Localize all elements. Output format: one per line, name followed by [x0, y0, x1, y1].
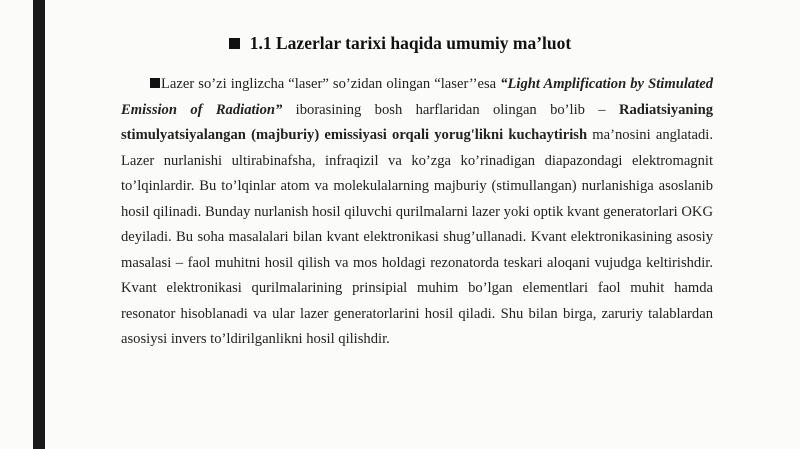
paragraph-emphasis-italic: “Light Amplification by Stimulated Emission of Radiation”: [121, 76, 713, 118]
paragraph-text-part1: Lazer so’zi inglizcha “laser” so’zidan olingan “laser’’esa: [161, 76, 501, 92]
paragraph-text-part3: ma’nosini anglatadi. Lazer nurlanishi ultirabinafsha, infraqizil va ko’zga ko’rinadigan diapazondagi elektromagnit to’lqinlardir. Bu to’lqinlar atom va molekulalarning majburiy (stimullangan) nurlanishiga asoslanib hosil qilinadi. Bunday nurlanish hosil qiluvchi qurilmalarni lazer yoki optik kvant generatorlari OKG deyiladi. Bu soha masalalari bilan kvant elektronikasi shug’ullanadi. Kvant elektronikasining asosiy masalasi – faol muhitni hosil qilish va mos holdagi rezonatorda teskari aloqani vujudga keltirishdir. Kvant elektronikasi qurilmalarining prinsipial muhim bo’lgan elementlari faol muhit hamda resonator hisoblanadi va ular lazer generatorlarini hosil qiladi. Shu bilan birga, zaruriy talablardan asosiysi invers to’ldirilganlikni hosil qilishdir.: [121, 127, 713, 347]
left-accent-bar: [33, 0, 45, 449]
page-title: [0, 32, 800, 54]
square-bullet-icon: [150, 78, 160, 88]
paragraph-text-part2: iborasining bosh harflaridan olingan bo’lib –: [282, 101, 619, 118]
body-paragraph: [121, 72, 713, 353]
title-text: 1.1 Lazerlar tarixi haqida umumiy ma’luot: [249, 33, 572, 53]
paragraph-emphasis-bold: Radiatsiyaning stimulyatsiyalangan (majburiy) emissiyasi orqali yorug'likni kuchaytirish: [121, 101, 714, 143]
square-bullet-icon: [229, 38, 240, 49]
